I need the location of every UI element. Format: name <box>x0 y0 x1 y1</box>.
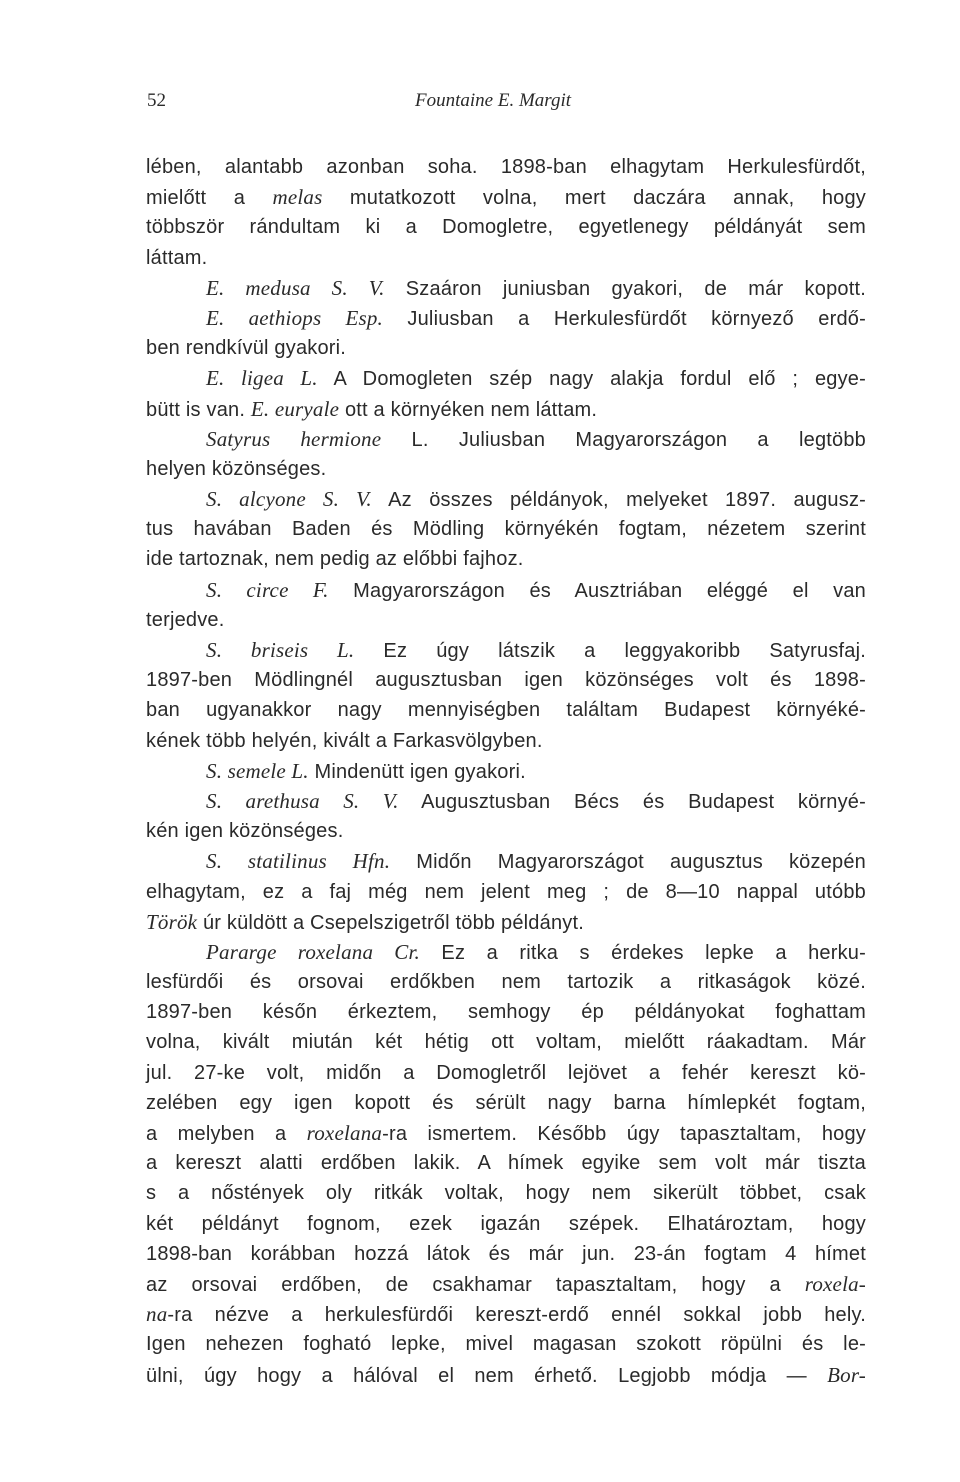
text-line <box>146 1209 866 1239</box>
text-run: Ez úgy látszik a leggyakoribb Satyrusfaj. <box>354 640 867 662</box>
italic-text: melas <box>272 185 323 210</box>
text-run: Augusztusban Bécs és Budapest környé- <box>398 790 866 813</box>
text-line <box>146 635 866 665</box>
italic-text: roxela- <box>804 1271 866 1296</box>
italic-text: Pararge roxelana Cr. <box>206 939 421 964</box>
italic-text: S. arethusa S. V. <box>206 788 399 813</box>
text-line <box>146 967 866 997</box>
text-line <box>146 273 866 303</box>
text-line <box>146 424 866 454</box>
text-line <box>146 363 866 393</box>
italic-text: Bor- <box>827 1362 866 1387</box>
italic-text: S. alcyone S. V. <box>206 487 372 512</box>
text-line <box>146 1269 866 1299</box>
text-run: 1898-ban korábban hozzá látok és már jun. 23-án fogtam 4 hímet <box>146 1242 866 1265</box>
text-run: terjedve. <box>146 608 225 631</box>
text-run: L. Juliusban Magyarországon a legtöbb <box>381 428 866 451</box>
text-run: láttam. <box>146 246 208 269</box>
text-run: ott a környéken nem láttam. <box>339 398 598 421</box>
text-run: a kereszt alatti erdőben lakik. A hímek egyike sem volt már tiszta <box>146 1152 866 1175</box>
text-line <box>146 1360 866 1390</box>
text-run: Szaáron juniusban gyakori, de már kopott. <box>384 277 866 300</box>
text-run: ide tartoznak, nem pedig az előbbi fajhoz. <box>146 548 524 571</box>
text-run: Mindenütt igen gyakori. <box>308 760 526 783</box>
italic-text: S. circe F. <box>206 577 329 602</box>
text-line <box>146 997 866 1027</box>
text-run: lében, alantabb azonban soha. 1898-ban elhagytam Herkulesfürdőt, <box>146 156 866 178</box>
text-line <box>146 846 866 876</box>
text-line <box>146 303 866 333</box>
italic-text: Satyrus hermione <box>206 426 382 451</box>
text-line <box>146 333 866 363</box>
text-line <box>146 152 866 182</box>
text-run: volna, kivált miután két hétig ott voltam, mielőtt ráakadtam. Már <box>146 1031 866 1054</box>
text-line <box>146 695 866 725</box>
text-line <box>146 1239 866 1269</box>
italic-text: E. ligea L. <box>206 366 318 391</box>
text-line <box>146 907 866 937</box>
italic-text: E. euryale <box>250 396 340 421</box>
text-line <box>146 665 866 695</box>
text-run: helyen közönséges. <box>146 457 327 480</box>
text-line <box>146 1027 866 1057</box>
text-line <box>146 243 866 273</box>
text-line <box>146 605 866 635</box>
text-line <box>146 877 866 907</box>
body-text <box>146 152 866 1390</box>
text-run: -ra ismertem. Később úgy tapasztaltam, hogy <box>382 1123 866 1145</box>
text-run: -ra nézve a herkulesfürdői kereszt-erdő ennél sokkal jobb hely. <box>167 1304 866 1327</box>
text-line <box>146 786 866 816</box>
text-line <box>146 1178 866 1208</box>
text-run: a melyben a <box>146 1123 307 1145</box>
text-run: Ez a ritka s érdekes lepke a herku- <box>420 941 866 964</box>
text-line <box>146 484 866 514</box>
text-run: A Domogleten szép nagy alakja fordul elő ; egye- <box>317 368 866 391</box>
italic-text: S. briseis L. <box>206 638 355 662</box>
text-line <box>146 816 866 846</box>
text-line <box>146 454 866 484</box>
text-line <box>146 1329 866 1359</box>
text-run: ülni, úgy hogy a hálóval el nem érhető. Legjobb módja — <box>146 1364 828 1387</box>
text-run: úr küldött a Csepelszigetről több példányt. <box>197 911 584 934</box>
italic-text: Török <box>146 909 198 934</box>
text-line <box>146 514 866 544</box>
text-run: elhagytam, ez a faj még nem jelent meg ; de 8—10 nappal utóbb <box>146 880 866 903</box>
text-line <box>146 394 866 424</box>
text-line <box>146 1148 866 1178</box>
text-run: Magyarországon és Ausztriában eléggé el van <box>328 579 866 602</box>
text-run: Juliusban a Herkulesfürdőt környező erdő- <box>383 307 866 330</box>
text-run: ben rendkívül gyakori. <box>146 337 347 360</box>
italic-text: roxelana <box>306 1121 383 1145</box>
text-run: Az összes példányok, melyeket 1897. augusz- <box>371 489 867 512</box>
text-run: Midőn Magyarországot augusztus közepén <box>390 851 866 874</box>
text-run: 1897-ben későn érkeztem, semhogy ép példányokat foghattam <box>146 1001 866 1024</box>
text-line <box>146 575 866 605</box>
italic-text: E. aethiops Esp. <box>206 305 383 330</box>
page-header <box>147 90 867 120</box>
italic-text: S. statilinus Hfn. <box>206 849 391 874</box>
text-line <box>146 182 866 212</box>
text-run: jul. 27-ke volt, midőn a Domogletről lejövet a fehér kereszt kö- <box>146 1061 866 1084</box>
text-line <box>146 726 866 756</box>
text-run: az orsovai erdőben, de csakhamar tapasztaltam, hogy a <box>146 1273 805 1296</box>
text-run: tus havában Baden és Mödling környékén fogtam, nézetem szerint <box>146 518 866 541</box>
text-line <box>146 544 866 574</box>
text-run: mielőtt a <box>146 187 273 210</box>
text-run: mutatkozott volna, mert daczára annak, hogy <box>322 187 866 210</box>
page-number: 52 <box>147 90 166 111</box>
text-run: s a nőstények oly ritkák voltak, hogy nem sikerült többet, csak <box>146 1182 866 1205</box>
text-run: bütt is van. <box>146 398 251 421</box>
text-line <box>146 1058 866 1088</box>
text-line <box>146 1118 866 1148</box>
text-line <box>146 1299 866 1329</box>
text-line <box>146 937 866 967</box>
text-run: többször rándultam ki a Domogletre, egyetlenegy példányát sem <box>146 216 866 239</box>
text-line <box>146 1088 866 1118</box>
text-run: zelében egy igen kopott és sérült nagy barna hímlepkét fogtam, <box>146 1091 866 1114</box>
text-run: kének több helyén, kivált a Farkasvölgyben. <box>146 729 543 752</box>
italic-text: E. medusa S. V. <box>206 275 385 300</box>
italic-text: na <box>146 1302 168 1327</box>
text-run: ban ugyanakkor nagy mennyiségben találtam Budapest környéké- <box>146 699 866 722</box>
text-run: 1897-ben Mödlingnél augusztusban igen közönséges volt és 1898- <box>146 669 866 692</box>
text-run: két példányt fognom, ezek igazán szépek. Elhatároztam, hogy <box>146 1212 866 1235</box>
text-run: kén igen közönséges. <box>146 820 344 843</box>
text-run: Igen nehezen fogható lepke, mivel magasan szokott röpülni és le- <box>146 1333 866 1356</box>
italic-text: S. semele L. <box>206 758 309 783</box>
text-run: lesfürdői és orsovai erdőkben nem tartozik a ritkaságok közé. <box>146 971 866 994</box>
running-title: Fountaine E. Margit <box>415 90 572 111</box>
text-line <box>146 212 866 242</box>
text-line <box>146 756 866 786</box>
